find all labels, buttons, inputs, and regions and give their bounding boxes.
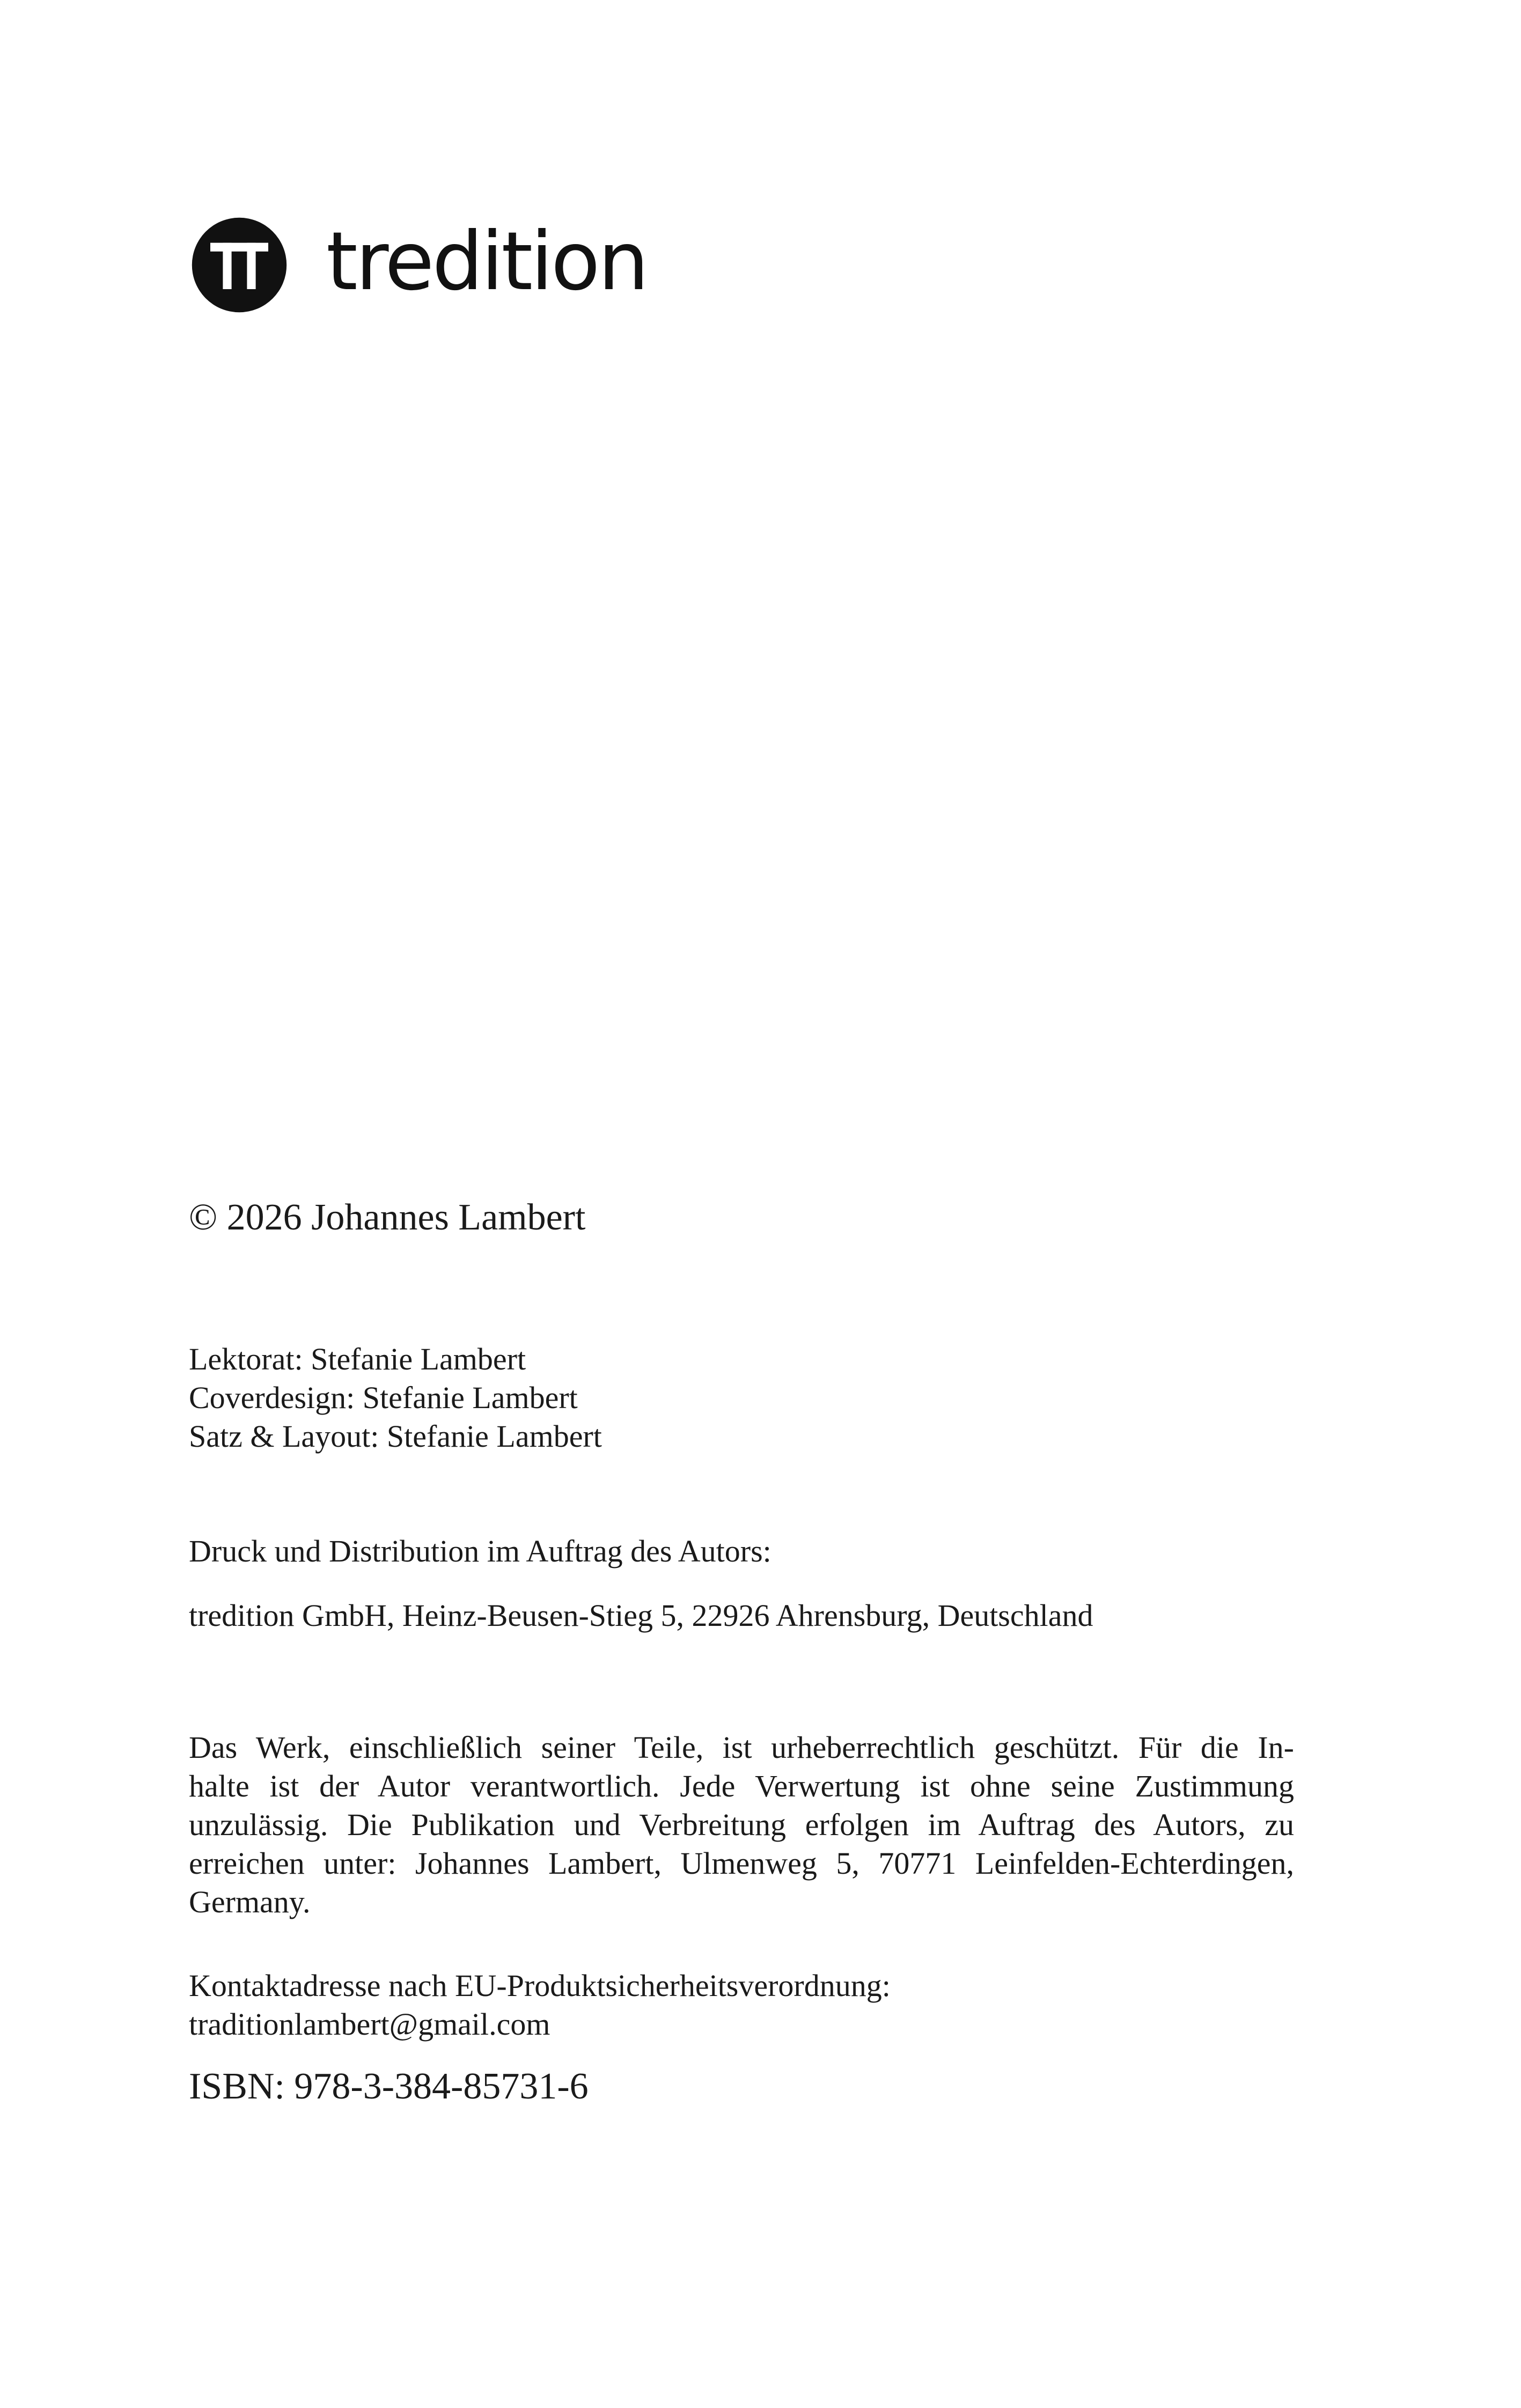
contact-block <box>189 1967 891 2044</box>
legal-line: erreichen unter: Johannes Lambert, Ulmenweg 5, 70771 Leinfelden-Echterdingen, <box>189 1846 1294 1881</box>
legal-line: Das Werk, einschließlich seiner Teile, ist urheberrechtlich geschützt. Für die In- <box>189 1730 1294 1765</box>
legal-line: halte ist der Autor verantwortlich. Jede Verwertung ist ohne seine Zustimmung <box>189 1769 1294 1803</box>
contact-email: traditionlambert@gmail.com <box>189 2007 550 2042</box>
legal-line: Germany. <box>189 1884 311 1919</box>
distribution-address: tredition GmbH, Heinz-Beusen-Stieg 5, 22926 Ahrensburg, Deutschland <box>189 1598 1093 1633</box>
legal-line: unzulässig. Die Publikation und Verbreitung erfolgen im Auftrag des Autors, zu <box>189 1807 1294 1842</box>
copyright-notice: © 2026 Johannes Lambert <box>189 1197 586 1238</box>
legal-notice <box>189 1728 1294 1921</box>
contact-label: Kontaktadresse nach EU-Produktsicherheitsverordnung: <box>189 1968 891 2003</box>
distribution-label: Druck und Distribution im Auftrag des Autors: <box>189 1534 771 1568</box>
credits-list <box>189 1340 602 1456</box>
credit-satz-layout: Satz & Layout: Stefanie Lambert <box>189 1419 602 1454</box>
credit-lektorat: Lektorat: Stefanie Lambert <box>189 1342 526 1376</box>
publisher-logo <box>191 217 647 313</box>
tredition-logo-icon <box>191 217 288 313</box>
credit-coverdesign: Coverdesign: Stefanie Lambert <box>189 1380 578 1415</box>
isbn: ISBN: 978-3-384-85731-6 <box>189 2066 589 2107</box>
publisher-wordmark: tredition <box>326 215 647 308</box>
